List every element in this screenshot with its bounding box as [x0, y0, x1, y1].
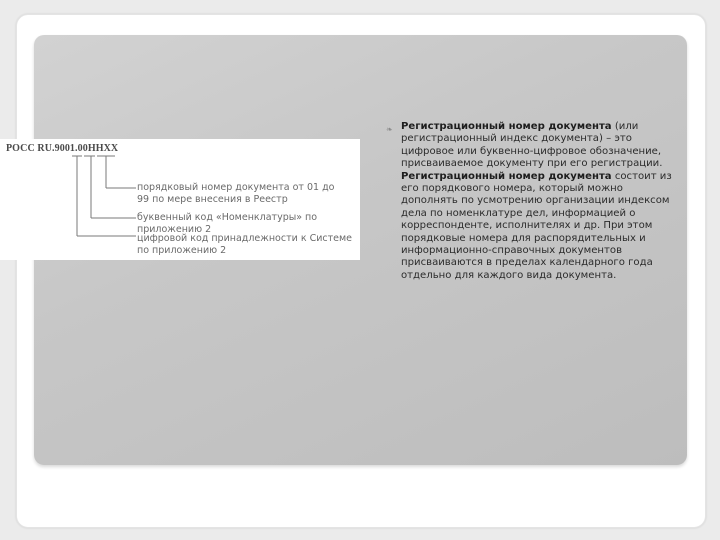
diagram-label-letter-code: буквенный код «Номенклатуры» по приложению 2: [137, 212, 318, 235]
term-registration-number-2: Регистрационный номер документа: [401, 170, 612, 182]
definition-paragraph: [401, 121, 673, 282]
diagram-label-system-code: цифровой код принадлежности к Системе по приложению 2: [137, 233, 352, 256]
leaf-bullet-icon: ❧: [386, 125, 393, 134]
diagram-label-sequence-number: порядковый номер документа от 01 до 99 по мере внесения в Реестр: [137, 182, 335, 205]
diagram-code-label: РОСС RU.9001.00ННХХ: [6, 143, 119, 154]
definition-text-part-2: состоит из его порядкового номера, который можно дополнять по усмотрению организации индексом дела по номенклатуре дел, информацией о корреспонденте, исполнителях и др. При этом порядковые номера для распорядительных и информационно-справочных документов присваиваются в пределах календарного года отдельно для каждого вида документа.: [401, 170, 672, 281]
definition-text-part-1: (или регистрационный индекс документа) – это цифровое или буквенно-цифровое обозначение, присваиваемое документу при его регистрации.: [401, 121, 663, 170]
term-registration-number: Регистрационный номер документа: [401, 121, 612, 132]
